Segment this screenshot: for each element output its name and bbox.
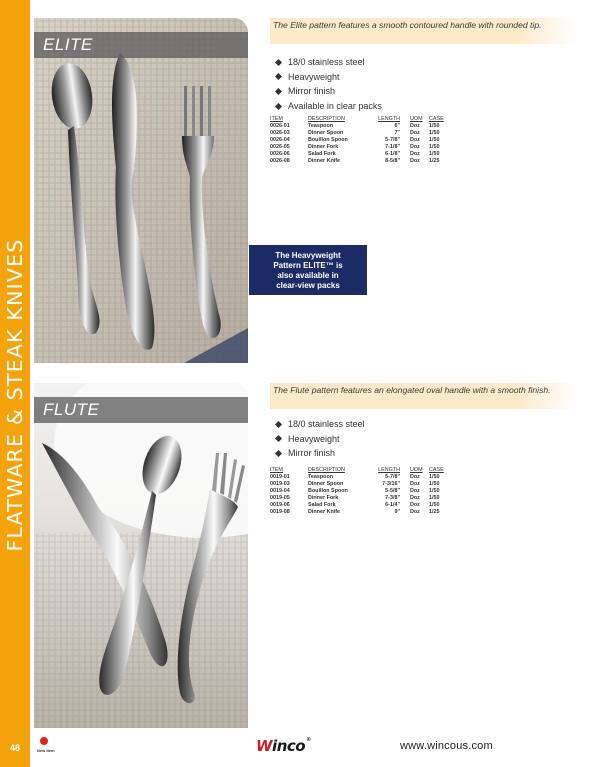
new-item-dot-icon: [40, 737, 48, 745]
feature-item: [276, 99, 382, 114]
elite-feature-list: [276, 55, 382, 113]
table-row: [270, 481, 451, 488]
item-case: 1/50: [429, 144, 440, 150]
item-description: Salad Fork: [308, 151, 336, 157]
column-header-length: LENGTH: [378, 466, 400, 473]
item-length: 6-1/4": [385, 502, 400, 508]
flute-label: FLUTE: [43, 400, 100, 419]
item-description: Dinner Spoon: [308, 130, 344, 136]
item-case: 1/50: [429, 137, 440, 143]
item-uom: Doz: [410, 502, 420, 508]
column-header-case: CASE: [429, 115, 444, 122]
item-length: 6": [394, 123, 400, 129]
elite-product-photo: [34, 18, 248, 363]
diamond-bullet-icon: [275, 103, 282, 110]
feature-item: [276, 417, 365, 432]
flute-item-table: [270, 466, 451, 516]
item-uom: Doz: [410, 151, 420, 157]
feature-item: [276, 55, 382, 70]
website-url[interactable]: www.wincous.com: [400, 740, 493, 752]
feature-text: Mirror finish: [288, 86, 336, 97]
item-uom: Doz: [410, 509, 420, 515]
item-case: 1/50: [429, 488, 440, 494]
diamond-bullet-icon: [275, 421, 282, 428]
callout-line: Pattern ELITE™ is: [273, 261, 343, 270]
item-case: 1/50: [429, 502, 440, 508]
item-uom: Doz: [410, 474, 420, 480]
item-number: 0019-03: [270, 481, 290, 487]
feature-text: Mirror finish: [288, 448, 336, 459]
winco-logo: [256, 738, 311, 754]
item-description: Dinner Knife: [308, 158, 341, 164]
item-length: 7-3/16": [382, 481, 400, 487]
elite-label: ELITE: [43, 35, 93, 54]
item-case: 1/50: [429, 481, 440, 487]
callout-line: clear-view packs: [276, 281, 340, 290]
item-uom: Doz: [410, 123, 420, 129]
elite-label-bar: [34, 32, 248, 58]
item-uom: Doz: [410, 158, 420, 164]
item-case: 1/25: [429, 509, 440, 515]
item-description: Salad Fork: [308, 502, 336, 508]
table-row: [270, 488, 451, 495]
callout-line: also available in: [277, 271, 339, 280]
item-description: Bouillon Spoon: [308, 137, 348, 143]
diamond-bullet-icon: [275, 435, 282, 442]
item-case: 1/50: [429, 130, 440, 136]
table-row: [270, 495, 451, 502]
item-number: 0026-06: [270, 151, 290, 157]
item-case: 1/50: [429, 495, 440, 501]
column-header-uom: UOM: [410, 466, 423, 473]
item-number: 0026-04: [270, 137, 290, 143]
logo-w: W: [256, 737, 273, 755]
item-number: 0026-03: [270, 130, 290, 136]
feature-text: Heavyweight: [288, 71, 340, 82]
column-header-case: CASE: [429, 466, 444, 473]
item-number: 0026-05: [270, 144, 290, 150]
item-description: Dinner Fork: [308, 495, 339, 501]
item-number: 0026-08: [270, 158, 290, 164]
item-uom: Doz: [410, 144, 420, 150]
column-header-length: LENGTH: [378, 115, 400, 122]
item-case: 1/50: [429, 123, 440, 129]
table-row: [270, 144, 451, 151]
item-length: 8-5/8": [385, 158, 400, 164]
table-row: [270, 158, 451, 165]
diamond-bullet-icon: [275, 88, 282, 95]
feature-item: [276, 70, 382, 85]
item-number: 0019-04: [270, 488, 290, 494]
item-length: 5-7/8": [385, 474, 400, 480]
item-uom: Doz: [410, 495, 420, 501]
flute-product-photo: [34, 383, 248, 728]
diamond-bullet-icon: [275, 59, 282, 66]
table-row: [270, 474, 451, 481]
item-number: 0026-01: [270, 123, 290, 129]
column-header-item: ITEM: [270, 466, 283, 473]
column-header-description: DESCRIPTION: [308, 466, 345, 473]
item-description: Dinner Spoon: [308, 481, 344, 487]
clear-pack-callout: [249, 245, 367, 295]
feature-text: 18/0 stainless steel: [288, 419, 365, 430]
column-header-uom: UOM: [410, 115, 423, 122]
item-length: 7-3/8": [385, 495, 400, 501]
feature-text: Available in clear packs: [288, 101, 382, 112]
item-description: Teaspoon: [308, 123, 334, 129]
table-row: [270, 502, 451, 509]
item-length: 6-1/8": [385, 151, 400, 157]
elite-description: The Elite pattern features a smooth contoured handle with rounded tip.: [270, 18, 578, 44]
flute-description: The Flute pattern features an elongated oval handle with a smooth finish.: [270, 383, 578, 409]
table-row: [270, 130, 451, 137]
feature-item: [276, 432, 365, 447]
feature-text: 18/0 stainless steel: [288, 57, 365, 68]
item-number: 0019-06: [270, 502, 290, 508]
item-length: 5-5/8": [385, 488, 400, 494]
new-item-legend: New Item: [37, 748, 55, 753]
item-uom: Doz: [410, 488, 420, 494]
item-description: Teaspoon: [308, 474, 334, 480]
table-header-row: [270, 115, 451, 123]
table-header-row: [270, 466, 451, 474]
elite-item-table: [270, 115, 451, 165]
item-uom: Doz: [410, 481, 420, 487]
item-uom: Doz: [410, 137, 420, 143]
table-row: [270, 151, 451, 158]
column-header-description: DESCRIPTION: [308, 115, 345, 122]
diamond-bullet-icon: [275, 450, 282, 457]
item-number: 0019-08: [270, 509, 290, 515]
logo-wordmark: [256, 737, 311, 755]
item-length: 7": [394, 130, 400, 136]
column-header-item: ITEM: [270, 115, 283, 122]
callout-line: The Heavyweight: [275, 251, 341, 260]
logo-rest: inco: [272, 737, 306, 755]
item-case: 1/25: [429, 158, 440, 164]
section-title-vertical: FLATWARE & STEAK KNIVES: [3, 238, 27, 552]
flute-flatware-illustration: [34, 383, 248, 728]
flute-label-bar: [34, 397, 248, 423]
item-description: Dinner Knife: [308, 509, 341, 515]
item-description: Bouillon Spoon: [308, 488, 348, 494]
page-number: 48: [9, 743, 20, 753]
feature-item: [276, 84, 382, 99]
item-length: 5-7/8": [385, 137, 400, 143]
registered-mark: ®: [306, 737, 311, 743]
item-case: 1/50: [429, 151, 440, 157]
item-length: 7-1/8": [385, 144, 400, 150]
table-row: [270, 137, 451, 144]
table-row: [270, 123, 451, 130]
item-uom: Doz: [410, 130, 420, 136]
side-band: [0, 0, 30, 767]
item-case: 1/50: [429, 474, 440, 480]
item-number: 0019-01: [270, 474, 290, 480]
item-description: Dinner Fork: [308, 144, 339, 150]
feature-item: [276, 446, 365, 461]
elite-flatware-illustration: [34, 18, 248, 363]
feature-text: Heavyweight: [288, 433, 340, 444]
item-number: 0019-05: [270, 495, 290, 501]
flute-feature-list: [276, 417, 365, 461]
item-length: 9": [394, 509, 400, 515]
table-row: [270, 509, 451, 516]
diamond-bullet-icon: [275, 73, 282, 80]
